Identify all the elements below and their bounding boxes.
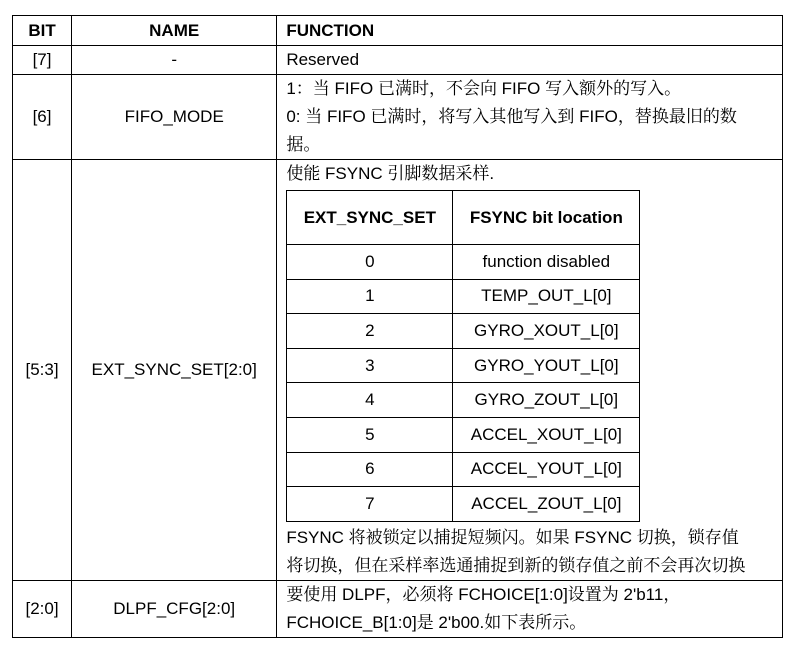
sub-table-row [287,383,640,418]
register-table [12,15,783,638]
bit-cell: [7] [13,46,72,75]
sub-header-row [287,191,640,245]
bit-location-value: GYRO_ZOUT_L[0] [453,383,640,418]
bit-location-value: ACCEL_YOUT_L[0] [453,452,640,487]
header-name: NAME [72,16,277,46]
sub-table-row [287,487,640,522]
function-line: 1：当 FIFO 已满时，不会向 FIFO 写入额外的写入。 [286,79,682,98]
sub-table-row [287,452,640,487]
function-cell [277,580,783,637]
name-cell: FIFO_MODE [72,75,277,160]
sub-table-row [287,348,640,383]
sync-set-value: 4 [287,383,453,418]
sync-set-value: 0 [287,245,453,280]
header-function: FUNCTION [277,16,783,46]
sub-table-row [287,314,640,349]
function-line: FSYNC 将被锁定以捕捉短频闪。如果 FSYNC 切换，锁存值 [286,527,739,547]
bit-location-value: GYRO_XOUT_L[0] [453,314,640,349]
name-cell: EXT_SYNC_SET[2:0] [72,160,277,581]
function-cell [277,75,783,160]
sub-table-row [287,417,640,452]
name-cell: - [72,46,277,75]
sync-set-value: 1 [287,279,453,314]
sync-set-value: 5 [287,417,453,452]
sync-set-value: 2 [287,314,453,349]
bit-location-value: ACCEL_XOUT_L[0] [453,417,640,452]
function-intro: 使能 FSYNC 引脚数据采样. [286,164,495,183]
function-line: 要使用 DLPF，必须将 FCHOICE[1:0]设置为 2'b11， [286,584,681,604]
bit-cell: [6] [13,75,72,160]
function-line: 据。 [286,135,321,154]
function-line: 将切换，但在采样率选通捕捉到新的锁存值之前不会再次切换 [286,555,746,575]
bit-location-value: function disabled [453,245,640,280]
function-cell: Reserved [277,46,783,75]
header-bit: BIT [13,16,72,46]
bit-location-value: ACCEL_ZOUT_L[0] [453,487,640,522]
function-line: 0: 当 FIFO 已满时，将写入其他写入到 FIFO，替换最旧的数 [286,107,737,126]
name-cell: DLPF_CFG[2:0] [72,580,277,637]
sync-set-value: 6 [287,452,453,487]
bit-location-value: TEMP_OUT_L[0] [453,279,640,314]
sub-header-bit-location: FSYNC bit location [453,191,640,245]
bit-cell: [5:3] [13,160,72,581]
sync-set-value: 7 [287,487,453,522]
sub-header-sync-set: EXT_SYNC_SET [287,191,453,245]
sync-set-value: 3 [287,348,453,383]
table-row [13,580,783,637]
table-row [13,46,783,75]
bit-cell: [2:0] [13,580,72,637]
bit-location-value: GYRO_YOUT_L[0] [453,348,640,383]
function-line: FCHOICE_B[1:0]是 2'b00.如下表所示。 [286,612,587,632]
sub-table-row [287,279,640,314]
table-row [13,75,783,160]
function-cell [277,160,783,581]
sub-table-row [287,245,640,280]
sync-set-table [286,190,640,522]
table-row [13,160,783,581]
header-row [13,16,783,46]
